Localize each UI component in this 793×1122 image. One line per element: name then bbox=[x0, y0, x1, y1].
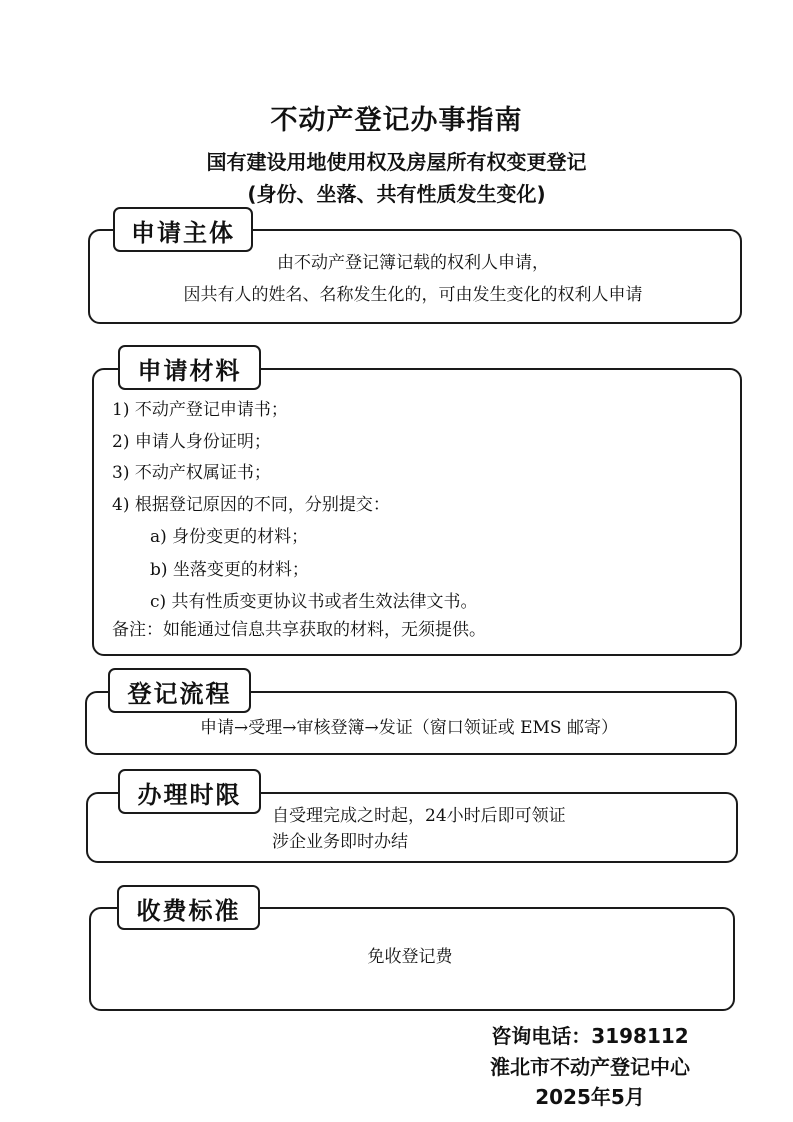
footer-org: 淮北市不动产登记中心 bbox=[490, 1055, 690, 1079]
process-flow: 申请→受理→审核登簿→发证（窗口领证或 EMS 邮寄） bbox=[199, 718, 618, 738]
materials-label: 申请材料 bbox=[118, 345, 261, 390]
materials-subitem-c: c) 共有性质变更协议书或者生效法律文书。 bbox=[150, 592, 478, 612]
materials-item-4: 4) 根据登记原因的不同，分别提交： bbox=[112, 495, 390, 515]
timelimit-line-1: 自受理完成之时起，24小时后即可领证 bbox=[272, 806, 566, 826]
page-subtitle: 国有建设用地使用权及房屋所有权变更登记 bbox=[206, 150, 587, 174]
materials-item-1: 1) 不动产登记申请书； bbox=[112, 400, 288, 420]
applicant-line-1: 由不动产登记簿记载的权利人申请， bbox=[277, 253, 549, 273]
page-title: 不动产登记办事指南 bbox=[270, 105, 523, 136]
timelimit-label: 办理时限 bbox=[118, 769, 261, 814]
footer-date: 2025年5月 bbox=[535, 1085, 645, 1109]
footer-phone: 咨询电话：3198112 bbox=[491, 1024, 689, 1048]
timelimit-line-2: 涉企业务即时办结 bbox=[272, 832, 408, 852]
materials-subitem-b: b) 坐落变更的材料； bbox=[150, 560, 309, 580]
materials-subitem-a: a) 身份变更的材料； bbox=[150, 527, 309, 547]
materials-item-3: 3) 不动产权属证书； bbox=[112, 463, 271, 483]
fees-text: 免收登记费 bbox=[367, 947, 453, 967]
fees-label: 收费标准 bbox=[117, 885, 260, 930]
materials-note: 备注：如能通过信息共享获取的材料，无须提供。 bbox=[112, 620, 486, 640]
page-subtitle-note: (身份、坐落、共有性质发生变化) bbox=[247, 182, 546, 206]
applicant-line-2: 因共有人的姓名、名称发生化的，可由发生变化的权利人申请 bbox=[183, 285, 643, 305]
process-label: 登记流程 bbox=[108, 668, 251, 713]
applicant-label: 申请主体 bbox=[113, 207, 253, 252]
materials-item-2: 2) 申请人身份证明； bbox=[112, 432, 271, 452]
